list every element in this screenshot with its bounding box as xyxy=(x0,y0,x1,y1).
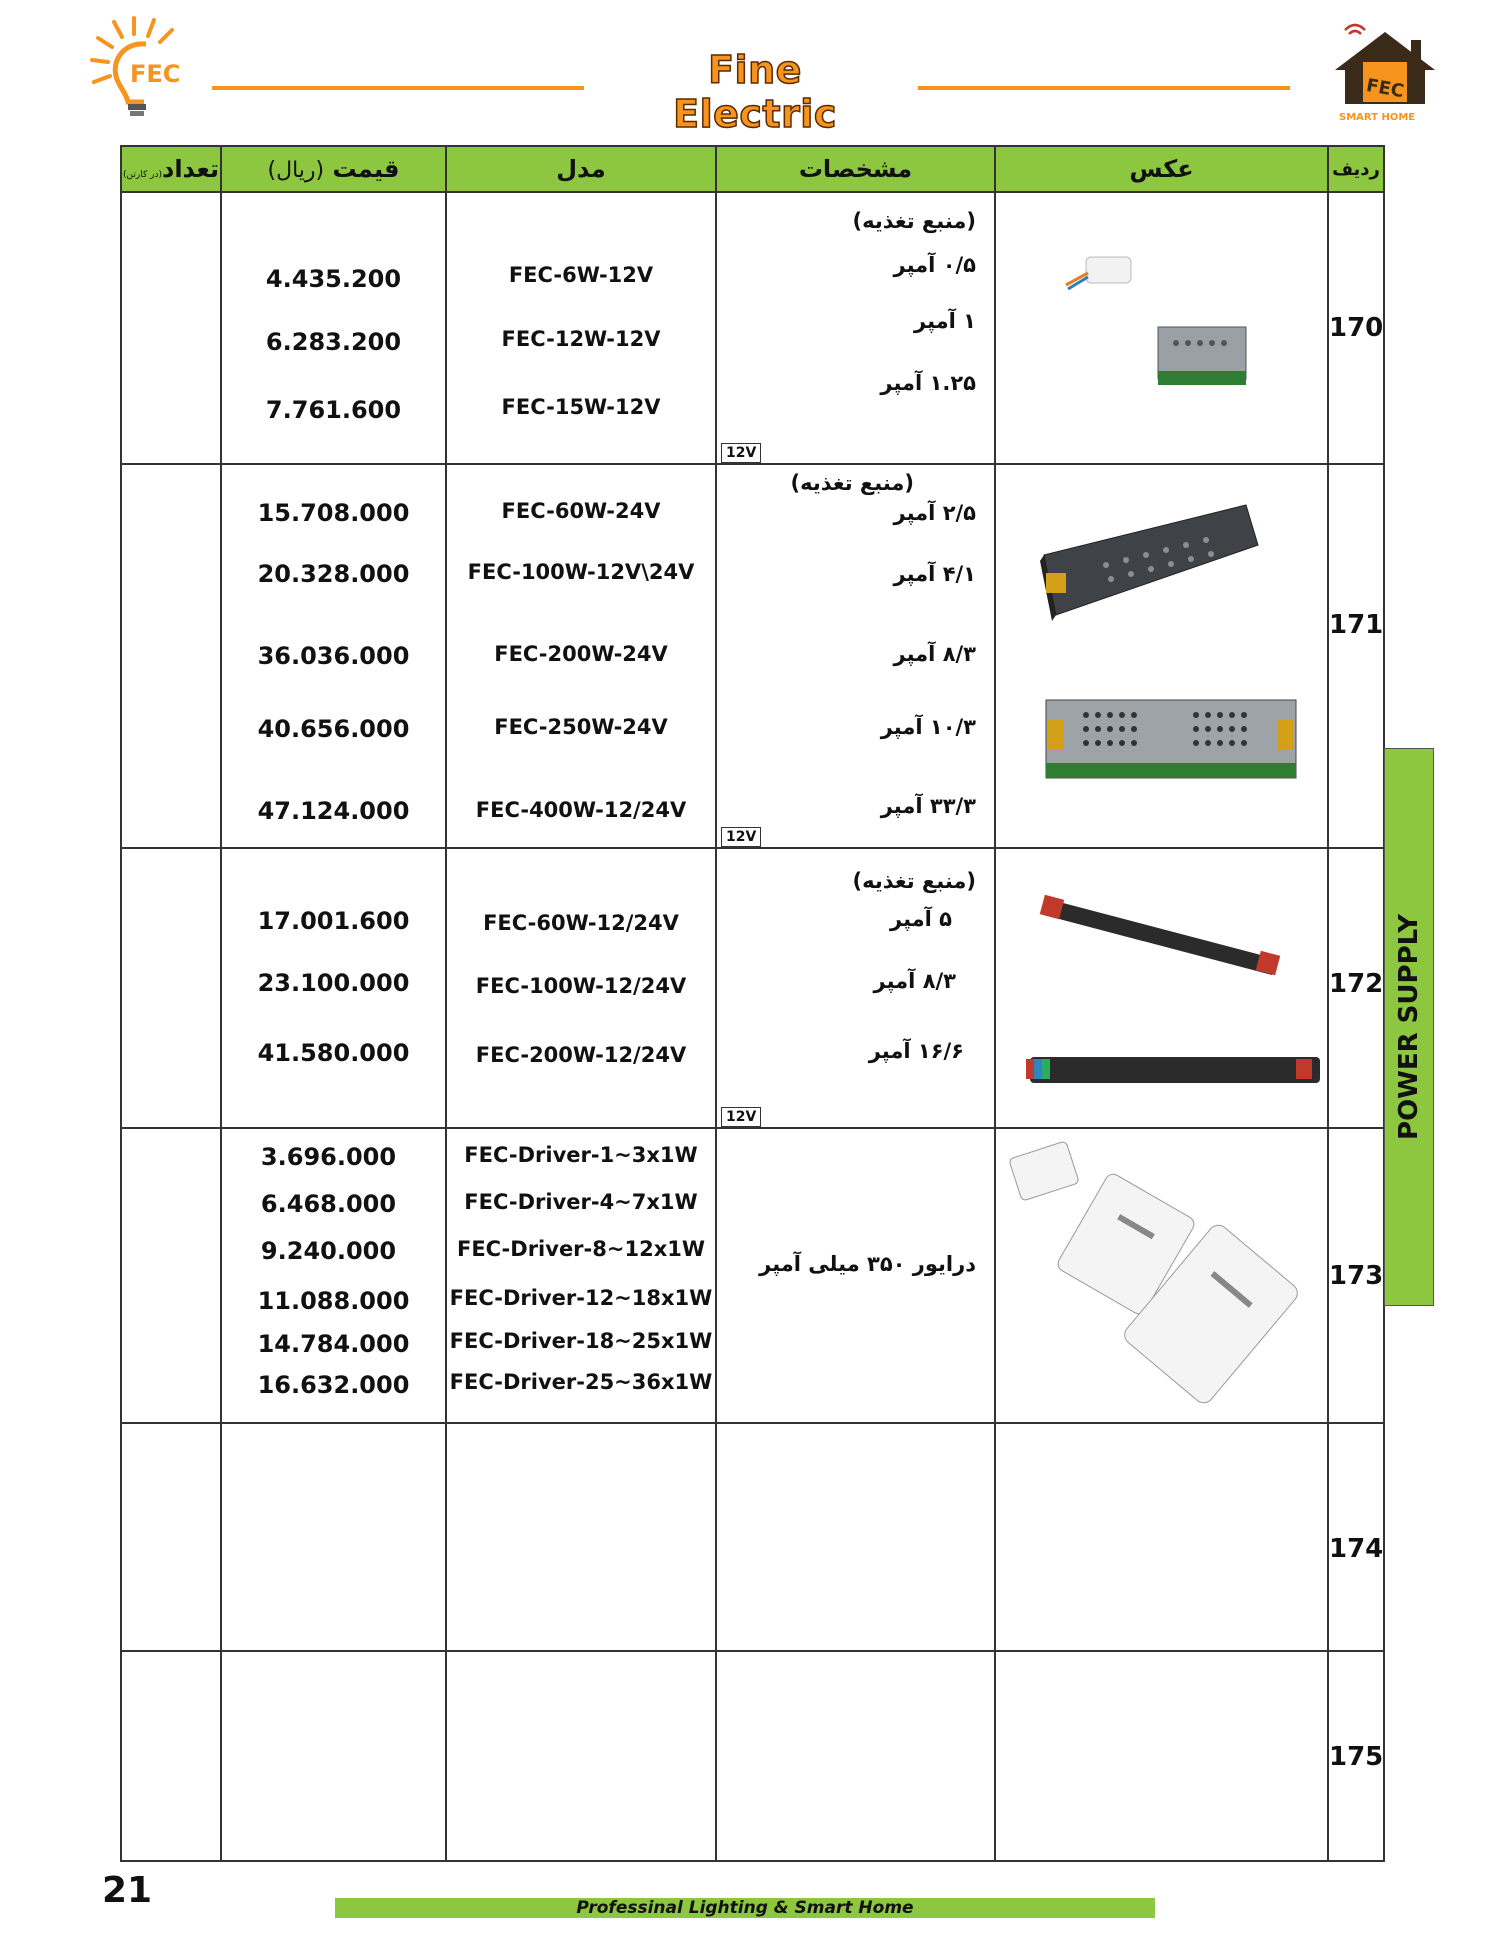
model-cell xyxy=(446,1651,716,1861)
photo-cell xyxy=(995,848,1328,1128)
table-row xyxy=(121,1651,1384,1861)
model-cell xyxy=(446,464,716,848)
model-value: FEC-12W-12V xyxy=(501,327,661,351)
price-cell xyxy=(221,1128,446,1423)
price-value: 3.696.000 xyxy=(260,1143,397,1171)
logo-right-subtitle: SMART HOME xyxy=(1339,112,1416,123)
row-number: 171 xyxy=(1328,464,1384,848)
price-value: 47.124.000 xyxy=(257,797,410,825)
led-driver-photo xyxy=(996,1129,1329,1424)
specs-cell xyxy=(716,1651,995,1861)
logo-right-text: FEC xyxy=(1364,74,1406,103)
row-number: 173 xyxy=(1328,1128,1384,1423)
col-row-no: ردیف xyxy=(1328,146,1384,192)
price-header-label: قیمت xyxy=(332,155,400,183)
model-value: FEC-400W-12/24V xyxy=(475,798,687,822)
price-value: 41.580.000 xyxy=(257,1039,410,1067)
photo-cell xyxy=(995,1651,1328,1861)
header-row xyxy=(121,146,1384,192)
page-number: 21 xyxy=(102,1870,153,1911)
qty-cell xyxy=(121,1423,221,1651)
qty-cell xyxy=(121,192,221,464)
spec-value: ۰/۵ آمپر xyxy=(893,253,976,277)
price-value: 20.328.000 xyxy=(257,560,410,588)
spec-value: ۳۳/۳ آمپر xyxy=(880,794,976,818)
price-unit-label: (ریال) xyxy=(267,158,325,183)
spec-value: ۱۶/۶ آمپر xyxy=(868,1039,964,1063)
price-value: 6.283.200 xyxy=(265,328,402,356)
col-photo: عکس xyxy=(995,146,1328,192)
specs-cell xyxy=(716,1423,995,1651)
model-value: FEC-Driver-1~3x1W xyxy=(464,1143,698,1167)
model-value: FEC-200W-12/24V xyxy=(475,1043,687,1067)
table-row xyxy=(121,1423,1384,1651)
price-cell xyxy=(221,1651,446,1861)
category-side-tab xyxy=(1384,748,1434,1306)
specs-cell xyxy=(716,1128,995,1423)
spec-value: ۱.۲۵ آمپر xyxy=(880,371,976,395)
price-value: 36.036.000 xyxy=(257,642,410,670)
spec-value: ۴/۱ آمپر xyxy=(893,562,976,586)
footer-tagline: Professinal Lighting & Smart Home xyxy=(335,1898,1155,1918)
row-number: 174 xyxy=(1328,1423,1384,1651)
power-supply-photo xyxy=(996,193,1329,465)
product-table xyxy=(120,145,1385,1862)
price-value: 7.761.600 xyxy=(265,396,402,424)
specs-cell xyxy=(716,192,995,464)
price-value: 11.088.000 xyxy=(257,1287,410,1315)
model-value: FEC-Driver-25~36x1W xyxy=(449,1370,713,1394)
price-value: 40.656.000 xyxy=(257,715,410,743)
qty-unit-label: (در کارتن) xyxy=(123,170,162,180)
qty-cell xyxy=(121,848,221,1128)
model-value: FEC-Driver-8~12x1W xyxy=(456,1237,706,1261)
model-value: FEC-250W-24V xyxy=(494,715,668,739)
photo-cell xyxy=(995,192,1328,464)
price-value: 23.100.000 xyxy=(257,969,410,997)
voltage-tag: 12V xyxy=(721,443,761,463)
spec-value: ۸/۳ آمپر xyxy=(873,969,956,993)
price-value: 4.435.200 xyxy=(265,265,402,293)
table-row xyxy=(121,1128,1384,1423)
side-tab-label: POWER SUPPLY xyxy=(1394,914,1424,1140)
specs-cell xyxy=(716,848,995,1128)
table-row xyxy=(121,848,1384,1128)
header-line-left xyxy=(212,86,584,90)
header-line-right xyxy=(918,86,1290,90)
fec-bulb-logo xyxy=(88,10,198,125)
price-value: 6.468.000 xyxy=(260,1190,397,1218)
table-row xyxy=(121,192,1384,464)
price-value: 17.001.600 xyxy=(257,907,410,935)
col-qty xyxy=(121,146,221,192)
model-value: FEC-200W-24V xyxy=(494,642,668,666)
spec-value: ۸/۳ آمپر xyxy=(893,642,976,666)
model-value: FEC-Driver-12~18x1W xyxy=(449,1286,713,1310)
price-cell xyxy=(221,464,446,848)
qty-cell xyxy=(121,1651,221,1861)
model-value: FEC-Driver-18~25x1W xyxy=(449,1329,713,1353)
specs-cell xyxy=(716,464,995,848)
spec-title: (منبع تغذیه) xyxy=(790,471,914,495)
voltage-tag: 12V xyxy=(721,827,761,847)
model-cell xyxy=(446,1423,716,1651)
photo-cell xyxy=(995,464,1328,848)
spec-value: ۲/۵ آمپر xyxy=(893,501,976,525)
power-supply-photo xyxy=(996,465,1329,849)
spec-value: درایور ۳۵۰ میلی آمپر xyxy=(759,1252,976,1276)
model-cell xyxy=(446,192,716,464)
spec-title: (منبع تغذیه) xyxy=(852,209,976,233)
fec-smart-home-logo xyxy=(1325,22,1445,127)
spec-title: (منبع تغذیه) xyxy=(852,869,976,893)
led-driver-photo xyxy=(996,849,1329,1129)
col-model: مدل xyxy=(446,146,716,192)
model-value: FEC-6W-12V xyxy=(508,263,654,287)
photo-cell xyxy=(995,1128,1328,1423)
col-price xyxy=(221,146,446,192)
price-value: 14.784.000 xyxy=(257,1330,410,1358)
price-value: 16.632.000 xyxy=(257,1371,410,1399)
qty-cell xyxy=(121,1128,221,1423)
row-number: 170 xyxy=(1328,192,1384,464)
model-cell xyxy=(446,1128,716,1423)
spec-value: ۱ آمپر xyxy=(914,309,976,333)
spec-value: ۱۰/۳ آمپر xyxy=(880,715,976,739)
model-cell xyxy=(446,848,716,1128)
row-number: 172 xyxy=(1328,848,1384,1128)
qty-cell xyxy=(121,464,221,848)
voltage-tag: 12V xyxy=(721,1107,761,1127)
price-cell xyxy=(221,192,446,464)
price-value: 9.240.000 xyxy=(260,1237,397,1265)
price-value: 15.708.000 xyxy=(257,499,410,527)
col-specs: مشخصات xyxy=(716,146,995,192)
model-value: FEC-Driver-4~7x1W xyxy=(464,1190,698,1214)
logo-left-text: FEC xyxy=(130,60,181,88)
model-value: FEC-100W-12V\24V xyxy=(467,560,695,584)
model-value: FEC-100W-12/24V xyxy=(475,974,687,998)
model-value: FEC-15W-12V xyxy=(501,395,661,419)
price-cell xyxy=(221,848,446,1128)
price-cell xyxy=(221,1423,446,1651)
row-number: 175 xyxy=(1328,1651,1384,1861)
spec-value: ۵ آمپر xyxy=(890,907,952,931)
table-row xyxy=(121,464,1384,848)
photo-cell xyxy=(995,1423,1328,1651)
model-value: FEC-60W-24V xyxy=(501,499,661,523)
model-value: FEC-60W-12/24V xyxy=(483,911,679,935)
brand-title: Fine Electric xyxy=(673,48,837,136)
qty-header-label: تعداد xyxy=(162,155,219,183)
